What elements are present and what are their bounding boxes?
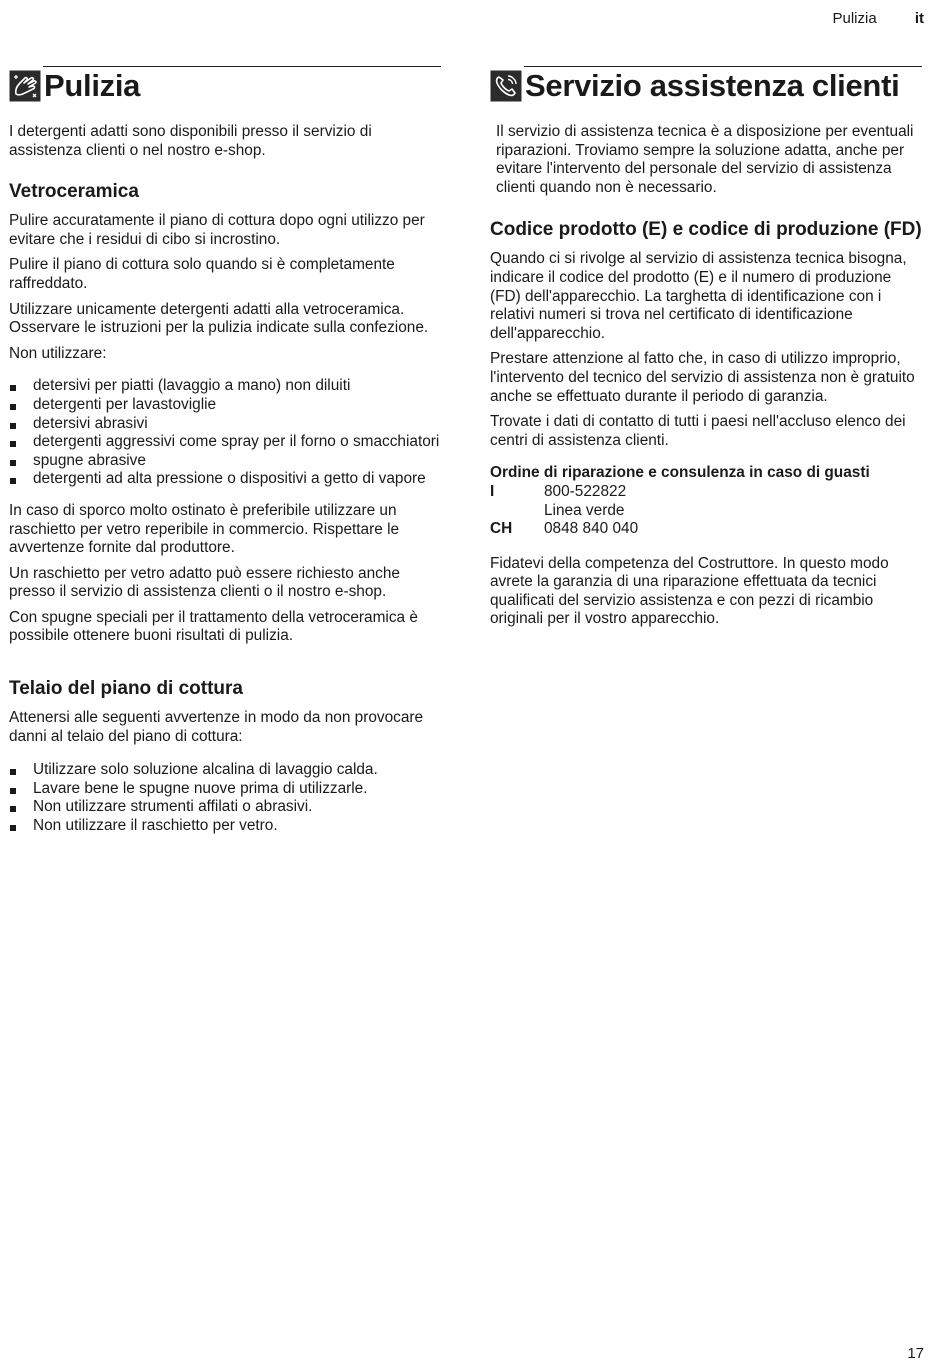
section-heading-pulizia (9, 69, 441, 103)
list-item: Lavare bene le spugne nuove prima di utilizzarle. (9, 780, 441, 799)
paragraph: Trovate i dati di contatto di tutti i paesi nell'accluso elenco dei centri di assistenza clienti. (490, 413, 906, 449)
cleaning-hand-icon (9, 70, 41, 102)
paragraph: Attenersi alle seguenti avvertenze in modo da non provocare danni al telaio del piano di cottura: (9, 709, 424, 745)
country-code: I (490, 482, 495, 500)
running-header-section: Pulizia (832, 10, 877, 27)
list-item: detersivi per piatti (lavaggio a mano) non diluiti (9, 377, 441, 396)
not-to-use-list (9, 377, 441, 489)
phone-note: Linea verde (544, 501, 625, 519)
page-title: Pulizia (44, 68, 141, 103)
list-item: Utilizzare solo soluzione alcalina di lavaggio calda. (9, 761, 441, 780)
list-item: detersivi abrasivi (9, 415, 441, 434)
list-item: spugne abrasive (9, 452, 441, 471)
paragraph: Un raschietto per vetro adatto può essere richiesto anche presso il servizio di assistenza clienti o il nostro e-shop. (9, 564, 400, 601)
paragraph: Utilizzare unicamente detergenti adatti alla vetroceramica. Osservare le istruzioni per la pulizia indicate sulla confezione. (9, 300, 429, 337)
list-item: detergenti ad alta pressione o dispositivi a getto di vapore (9, 470, 441, 489)
intro-paragraph: Il servizio di assistenza tecnica è a disposizione per eventuali riparazioni. Troviamo sempre la soluzione adatta, anche per evitare l'intervento del personale del servizio di assistenza clienti quando non è necessario. (496, 123, 914, 196)
page-number: 17 (907, 1345, 924, 1362)
section-rule (43, 66, 441, 67)
list-item: detergenti aggressivi come spray per il forno o smacchiatori (9, 433, 441, 452)
section-heading-servizio (490, 69, 922, 103)
frame-care-list (9, 761, 441, 835)
paragraph: Fidatevi della competenza del Costruttore. In questo modo avrete la garanzia di una riparazione effettuata da tecnici qualificati del servizio assistenza e con pezzi di ricambio originali per il vostro apparecchio. (490, 554, 889, 628)
intro-paragraph: I detergenti adatti sono disponibili presso il servizio di assistenza clienti o nel nostro e-shop. (9, 123, 372, 159)
phone-number: 0848 840 040 (544, 520, 639, 538)
country-code: CH (490, 520, 513, 538)
subheading-telaio: Telaio del piano di cottura (9, 678, 244, 700)
running-header (832, 10, 924, 27)
paragraph: Quando ci si rivolge al servizio di assistenza tecnica bisogna, indicare il codice del prodotto (E) e il numero di produzione (FD) dell'apparecchio. La targhetta di identificazione con i relativi numeri si trova nel certificato di identificazione dell'apparecchio. (490, 250, 907, 342)
contact-row-switzerland (490, 520, 922, 539)
subheading-codice-prodotto: Codice prodotto (E) e codice di produzione (FD) (490, 219, 922, 241)
list-item: Non utilizzare il raschietto per vetro. (9, 817, 441, 836)
phone-number: 800-522822 (544, 482, 627, 500)
subheading-ordine-riparazione: Ordine di riparazione e consulenza in caso di guasti (490, 464, 870, 482)
contact-row-italy (490, 483, 922, 520)
contact-details (544, 483, 626, 520)
running-header-language: it (914, 10, 924, 27)
subheading-vetroceramica: Vetroceramica (9, 181, 139, 203)
paragraph: Prestare attenzione al fatto che, in caso di utilizzo improprio, l'intervento del tecnico del servizio di assistenza non è gratuito anche se effettuato durante il periodo di garanzia. (490, 350, 915, 405)
phone-handset-icon (490, 70, 522, 102)
paragraph: Con spugne speciali per il trattamento della vetroceramica è possibile ottenere buoni risultati di pulizia. (9, 608, 418, 645)
section-rule (524, 66, 922, 67)
left-column (9, 66, 441, 836)
paragraph: In caso di sporco molto ostinato è preferibile utilizzare un raschietto per vetro reperibile in commercio. Rispettare le avvertenze fornite dal produttore. (9, 501, 400, 557)
paragraph: Pulire accuratamente il piano di cottura dopo ogni utilizzo per evitare che i residui di cibo si incrostino. (9, 212, 425, 248)
right-column (490, 66, 922, 629)
section-title: Servizio assistenza clienti (525, 68, 900, 103)
list-item: Non utilizzare strumenti affilati o abrasivi. (9, 798, 441, 817)
paragraph: Non utilizzare: (9, 344, 107, 362)
list-item: detergenti per lavastoviglie (9, 396, 441, 415)
contact-list (490, 483, 922, 539)
paragraph: Pulire il piano di cottura solo quando si è completamente raffreddato. (9, 256, 395, 292)
